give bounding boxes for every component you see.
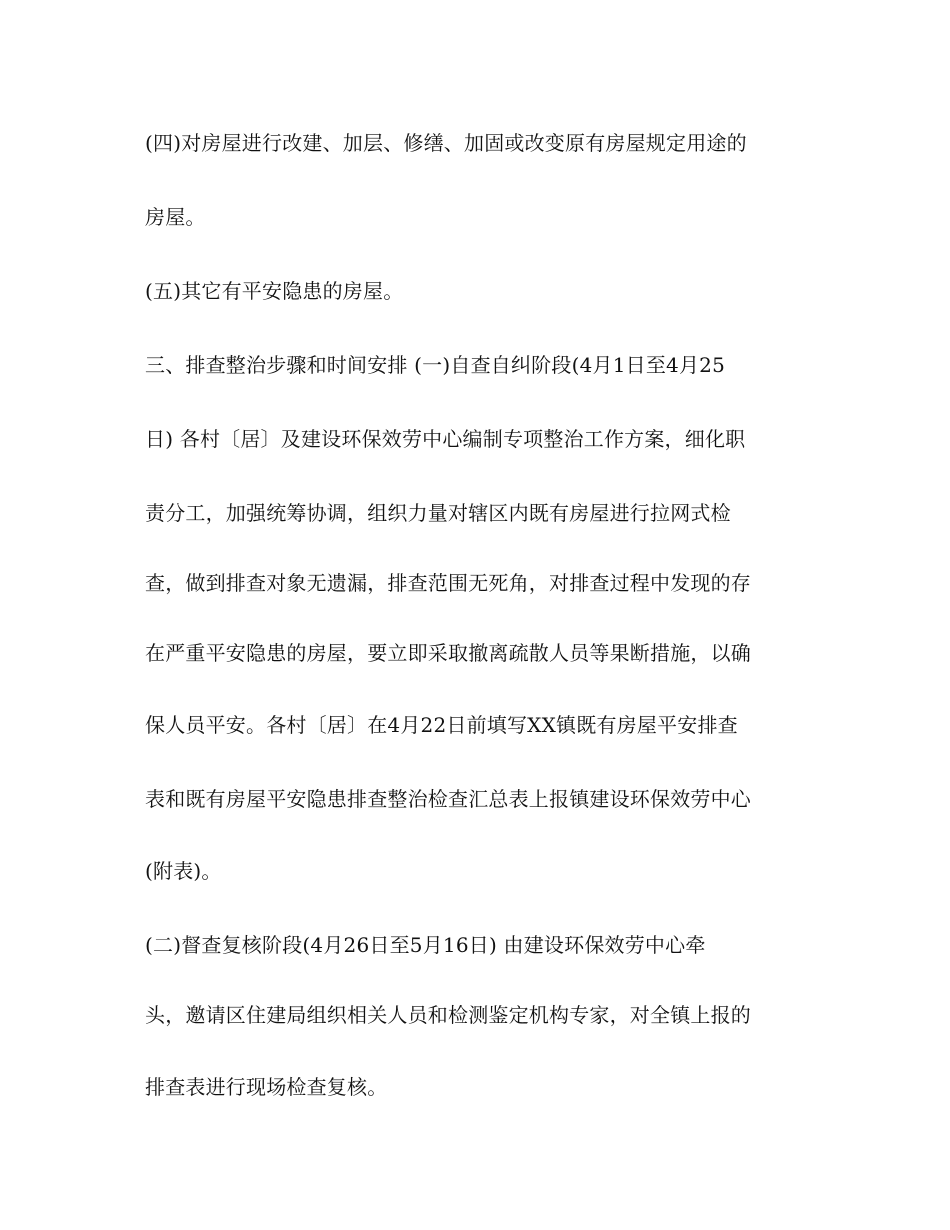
text-line: 表和既有房屋平安隐患排查整治检查汇总表上报镇建设环保效劳中心 [145,787,751,811]
text-line: 保人员平安。各村〔居〕在4月22日前填写XX镇既有房屋平安排查 [145,713,738,737]
text-line: 排查表进行现场检查复核。 [145,1075,388,1099]
text-line: 在严重平安隐患的房屋，要立即采取撤离疏散人员等果断措施，以确 [145,641,751,665]
text-line: 头，邀请区住建局组织相关人员和检测鉴定机构专家，对全镇上报的 [145,1003,751,1027]
text-line: 责分工，加强统筹协调，组织力量对辖区内既有房屋进行拉网式检 [145,501,731,525]
text-line: (附表)。 [145,859,222,883]
text-line: (五)其它有平安隐患的房屋。 [145,279,404,303]
text-line: (四)对房屋进行改建、加层、修缮、加固或改变原有房屋规定用途的 [145,131,747,155]
text-line: 查，做到排查对象无遗漏，排查范围无死角，对排查过程中发现的存 [145,571,751,595]
text-line: 房屋。 [145,205,206,229]
text-line: 三、排查整治步骤和时间安排 (一)自查自纠阶段(4月1日至4月25 [145,353,725,377]
text-line: (二)督查复核阶段(4月26日至5月16日) 由建设环保效劳中心牵 [145,933,706,957]
text-line: 日) 各村〔居〕及建设环保效劳中心编制专项整治工作方案，细化职 [145,427,746,451]
